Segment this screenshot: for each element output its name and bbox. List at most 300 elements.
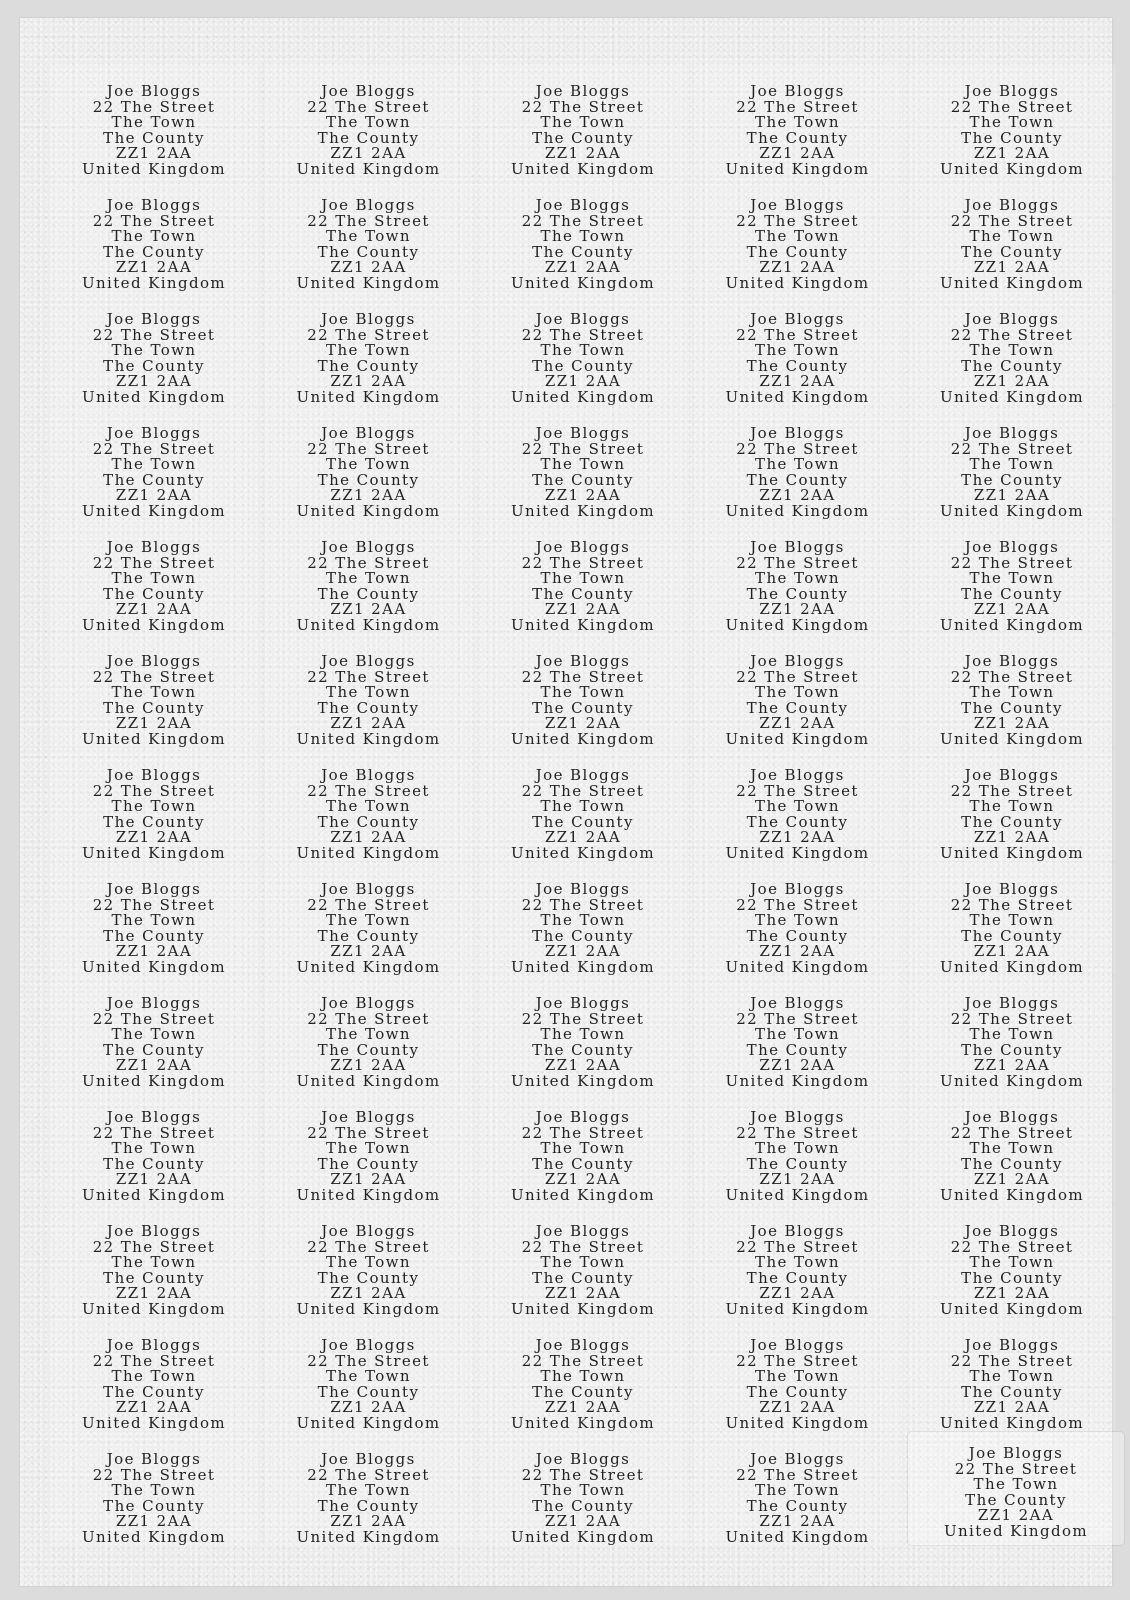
address-name: Joe Bloggs bbox=[321, 1450, 416, 1468]
address-country: United Kingdom bbox=[510, 957, 656, 976]
address-county: The County bbox=[317, 812, 420, 831]
address-street: 22 The Street bbox=[521, 1237, 645, 1256]
address-name: Joe Bloggs bbox=[750, 82, 845, 100]
address-label bbox=[50, 1318, 258, 1431]
address-postcode: ZZ1 2AA bbox=[544, 144, 622, 163]
address-street: 22 The Street bbox=[950, 211, 1074, 230]
address-label bbox=[479, 292, 687, 405]
address-name: Joe Bloggs bbox=[750, 310, 845, 328]
address-label bbox=[50, 862, 258, 975]
address-street: 22 The Street bbox=[950, 781, 1074, 800]
address-town: The Town bbox=[540, 569, 626, 588]
address-label bbox=[694, 976, 902, 1089]
address-label bbox=[265, 178, 473, 291]
address-country: United Kingdom bbox=[510, 501, 656, 520]
address-postcode: ZZ1 2AA bbox=[330, 1512, 407, 1531]
address-label bbox=[479, 976, 687, 1089]
address-label bbox=[908, 1090, 1116, 1203]
address-street: 22 The Street bbox=[521, 1465, 645, 1484]
address-county: The County bbox=[532, 128, 634, 147]
address-county: The County bbox=[317, 1154, 420, 1173]
address-country: United Kingdom bbox=[939, 1413, 1085, 1432]
address-label bbox=[265, 292, 473, 405]
address-label bbox=[479, 64, 687, 177]
address-town: The Town bbox=[326, 1253, 411, 1272]
address-county: The County bbox=[103, 1040, 205, 1059]
address-name: Joe Bloggs bbox=[964, 1222, 1060, 1240]
address-town: The Town bbox=[326, 1139, 411, 1158]
address-county: The County bbox=[103, 1382, 205, 1401]
address-county: The County bbox=[317, 698, 420, 717]
address-town: The Town bbox=[969, 113, 1055, 132]
address-town: The Town bbox=[111, 1481, 197, 1500]
address-postcode: ZZ1 2AA bbox=[973, 1170, 1051, 1189]
address-street: 22 The Street bbox=[92, 553, 216, 572]
address-street: 22 The Street bbox=[521, 325, 645, 344]
address-county: The County bbox=[317, 242, 420, 261]
address-town: The Town bbox=[755, 569, 840, 588]
address-name: Joe Bloggs bbox=[964, 994, 1060, 1012]
address-name: Joe Bloggs bbox=[964, 310, 1060, 328]
address-label bbox=[265, 862, 473, 975]
address-name: Joe Bloggs bbox=[964, 1336, 1060, 1354]
address-postcode: ZZ1 2AA bbox=[973, 372, 1051, 391]
address-town: The Town bbox=[540, 1367, 626, 1386]
address-postcode: ZZ1 2AA bbox=[330, 1056, 407, 1075]
address-name: Joe Bloggs bbox=[321, 424, 416, 442]
address-postcode: ZZ1 2AA bbox=[115, 1056, 193, 1075]
address-town: The Town bbox=[111, 911, 197, 930]
address-country: United Kingdom bbox=[725, 843, 870, 862]
address-country: United Kingdom bbox=[510, 387, 656, 406]
address-county: The County bbox=[961, 128, 1063, 147]
address-postcode: ZZ1 2AA bbox=[759, 1398, 836, 1417]
address-country: United Kingdom bbox=[725, 387, 870, 406]
address-postcode: ZZ1 2AA bbox=[759, 1512, 836, 1531]
address-country: United Kingdom bbox=[939, 1071, 1085, 1090]
address-name: Joe Bloggs bbox=[964, 1108, 1060, 1126]
address-town: The Town bbox=[969, 1139, 1055, 1158]
address-street: 22 The Street bbox=[307, 439, 430, 458]
address-label bbox=[694, 1204, 902, 1317]
address-street: 22 The Street bbox=[92, 667, 216, 686]
address-town: The Town bbox=[969, 1025, 1055, 1044]
address-street: 22 The Street bbox=[92, 439, 216, 458]
address-town: The Town bbox=[111, 113, 197, 132]
address-county: The County bbox=[532, 1040, 634, 1059]
address-county: The County bbox=[961, 1382, 1063, 1401]
address-name: Joe Bloggs bbox=[321, 880, 416, 898]
address-county: The County bbox=[746, 812, 849, 831]
address-country: United Kingdom bbox=[296, 729, 441, 748]
address-street: 22 The Street bbox=[950, 553, 1074, 572]
address-country: United Kingdom bbox=[296, 615, 441, 634]
address-label bbox=[479, 862, 687, 975]
address-town: The Town bbox=[969, 911, 1055, 930]
address-postcode: ZZ1 2AA bbox=[973, 486, 1051, 505]
address-label bbox=[908, 748, 1116, 861]
address-name: Joe Bloggs bbox=[321, 1108, 416, 1126]
address-name: Joe Bloggs bbox=[106, 424, 202, 442]
address-postcode: ZZ1 2AA bbox=[544, 1056, 622, 1075]
address-county: The County bbox=[746, 1040, 849, 1059]
address-country: United Kingdom bbox=[81, 1527, 227, 1546]
address-name: Joe Bloggs bbox=[321, 652, 416, 670]
address-country: United Kingdom bbox=[939, 501, 1085, 520]
address-street: 22 The Street bbox=[521, 439, 645, 458]
address-label bbox=[479, 634, 687, 747]
address-name: Joe Bloggs bbox=[535, 538, 631, 556]
address-town: The Town bbox=[540, 227, 626, 246]
address-label bbox=[265, 1090, 473, 1203]
address-country: United Kingdom bbox=[725, 273, 870, 292]
address-county: The County bbox=[317, 926, 420, 945]
address-street: 22 The Street bbox=[92, 325, 216, 344]
address-label bbox=[694, 64, 902, 177]
address-street: 22 The Street bbox=[950, 1123, 1074, 1142]
address-county: The County bbox=[746, 584, 849, 603]
address-county: The County bbox=[961, 356, 1063, 375]
address-town: The Town bbox=[540, 341, 626, 360]
address-country: United Kingdom bbox=[81, 1413, 227, 1432]
address-label bbox=[694, 1090, 902, 1203]
address-postcode: ZZ1 2AA bbox=[330, 486, 407, 505]
address-postcode: ZZ1 2AA bbox=[115, 1170, 193, 1189]
address-postcode: ZZ1 2AA bbox=[759, 486, 836, 505]
address-label bbox=[908, 862, 1116, 975]
address-street: 22 The Street bbox=[307, 1123, 430, 1142]
address-name: Joe Bloggs bbox=[535, 424, 631, 442]
address-street: 22 The Street bbox=[307, 667, 430, 686]
address-county: The County bbox=[103, 698, 205, 717]
address-label bbox=[479, 178, 687, 291]
address-name: Joe Bloggs bbox=[106, 196, 202, 214]
address-name: Joe Bloggs bbox=[535, 994, 631, 1012]
address-street: 22 The Street bbox=[307, 325, 430, 344]
address-county: The County bbox=[961, 926, 1063, 945]
address-street: 22 The Street bbox=[950, 1009, 1074, 1028]
address-town: The Town bbox=[755, 1253, 840, 1272]
address-postcode: ZZ1 2AA bbox=[759, 1284, 836, 1303]
address-label bbox=[265, 976, 473, 1089]
address-label bbox=[50, 520, 258, 633]
address-county: The County bbox=[317, 1268, 420, 1287]
address-country: United Kingdom bbox=[81, 159, 227, 178]
address-street: 22 The Street bbox=[307, 1351, 430, 1370]
address-label bbox=[50, 748, 258, 861]
address-county: The County bbox=[746, 1154, 849, 1173]
address-street: 22 The Street bbox=[950, 667, 1074, 686]
address-county: The County bbox=[317, 1040, 420, 1059]
address-postcode: ZZ1 2AA bbox=[544, 1512, 622, 1531]
address-town: The Town bbox=[755, 1025, 840, 1044]
address-name: Joe Bloggs bbox=[964, 424, 1060, 442]
address-name: Joe Bloggs bbox=[750, 994, 845, 1012]
address-county: The County bbox=[317, 128, 420, 147]
address-name: Joe Bloggs bbox=[321, 82, 416, 100]
address-name: Joe Bloggs bbox=[106, 1336, 202, 1354]
address-postcode: ZZ1 2AA bbox=[973, 828, 1051, 847]
address-country: United Kingdom bbox=[296, 957, 441, 976]
address-town: The Town bbox=[969, 1367, 1055, 1386]
address-postcode: ZZ1 2AA bbox=[759, 714, 836, 733]
address-name: Joe Bloggs bbox=[964, 652, 1060, 670]
address-county: The County bbox=[103, 926, 205, 945]
address-postcode: ZZ1 2AA bbox=[973, 1056, 1051, 1075]
address-postcode: ZZ1 2AA bbox=[973, 1398, 1051, 1417]
address-postcode: ZZ1 2AA bbox=[115, 714, 193, 733]
address-name: Joe Bloggs bbox=[321, 538, 416, 556]
address-postcode: ZZ1 2AA bbox=[330, 714, 407, 733]
address-label bbox=[479, 748, 687, 861]
address-country: United Kingdom bbox=[725, 615, 870, 634]
address-postcode: ZZ1 2AA bbox=[973, 144, 1051, 163]
address-name: Joe Bloggs bbox=[321, 1336, 416, 1354]
address-town: The Town bbox=[755, 911, 840, 930]
address-country: United Kingdom bbox=[510, 843, 656, 862]
address-name: Joe Bloggs bbox=[321, 196, 416, 214]
address-street: 22 The Street bbox=[92, 1123, 216, 1142]
address-label bbox=[479, 406, 687, 519]
address-county: The County bbox=[103, 1496, 205, 1515]
address-street: 22 The Street bbox=[521, 667, 645, 686]
address-county: The County bbox=[103, 242, 205, 261]
address-county: The County bbox=[961, 1040, 1063, 1059]
address-street: 22 The Street bbox=[736, 667, 859, 686]
address-country: United Kingdom bbox=[725, 501, 870, 520]
address-label bbox=[479, 1204, 687, 1317]
address-country: United Kingdom bbox=[510, 1299, 656, 1318]
address-town: The Town bbox=[326, 1025, 411, 1044]
address-county: The County bbox=[532, 242, 634, 261]
address-town: The Town bbox=[326, 1481, 411, 1500]
address-street: 22 The Street bbox=[736, 1465, 859, 1484]
address-country: United Kingdom bbox=[725, 729, 870, 748]
address-label bbox=[694, 406, 902, 519]
address-street: 22 The Street bbox=[521, 1123, 645, 1142]
address-country: United Kingdom bbox=[81, 1071, 227, 1090]
address-postcode: ZZ1 2AA bbox=[973, 942, 1051, 961]
address-label bbox=[50, 64, 258, 177]
address-country: United Kingdom bbox=[939, 615, 1085, 634]
address-county: The County bbox=[103, 1268, 205, 1287]
address-postcode: ZZ1 2AA bbox=[759, 942, 836, 961]
address-label bbox=[479, 520, 687, 633]
address-label bbox=[908, 292, 1116, 405]
address-label bbox=[479, 1318, 687, 1431]
address-country: United Kingdom bbox=[939, 1299, 1085, 1318]
address-label bbox=[265, 748, 473, 861]
address-town: The Town bbox=[540, 1025, 626, 1044]
address-label bbox=[479, 1432, 687, 1545]
address-name: Joe Bloggs bbox=[750, 880, 845, 898]
address-label bbox=[50, 634, 258, 747]
address-postcode: ZZ1 2AA bbox=[759, 144, 836, 163]
address-street: 22 The Street bbox=[521, 211, 645, 230]
address-name: Joe Bloggs bbox=[535, 310, 631, 328]
address-postcode: ZZ1 2AA bbox=[115, 144, 193, 163]
address-country: United Kingdom bbox=[939, 843, 1085, 862]
address-country: United Kingdom bbox=[510, 159, 656, 178]
address-postcode: ZZ1 2AA bbox=[544, 942, 622, 961]
address-street: 22 The Street bbox=[92, 1009, 216, 1028]
address-street: 22 The Street bbox=[521, 895, 645, 914]
address-postcode: ZZ1 2AA bbox=[973, 600, 1051, 619]
address-street: 22 The Street bbox=[736, 97, 859, 116]
address-country: United Kingdom bbox=[939, 387, 1085, 406]
address-street: 22 The Street bbox=[736, 439, 859, 458]
address-label bbox=[694, 520, 902, 633]
address-country: United Kingdom bbox=[939, 1185, 1085, 1204]
address-county: The County bbox=[532, 926, 634, 945]
address-name: Joe Bloggs bbox=[106, 310, 202, 328]
address-label bbox=[265, 1318, 473, 1431]
address-county: The County bbox=[317, 1382, 420, 1401]
address-county: The County bbox=[103, 1154, 205, 1173]
address-country: United Kingdom bbox=[81, 615, 227, 634]
address-country: United Kingdom bbox=[725, 1413, 870, 1432]
address-postcode: ZZ1 2AA bbox=[115, 600, 193, 619]
address-country: United Kingdom bbox=[296, 1071, 441, 1090]
address-postcode: ZZ1 2AA bbox=[115, 372, 193, 391]
address-postcode: ZZ1 2AA bbox=[115, 828, 193, 847]
address-name: Joe Bloggs bbox=[964, 82, 1060, 100]
address-country: United Kingdom bbox=[81, 957, 227, 976]
address-label bbox=[908, 1318, 1116, 1431]
address-country: United Kingdom bbox=[939, 729, 1085, 748]
address-country: United Kingdom bbox=[296, 1413, 441, 1432]
address-postcode: ZZ1 2AA bbox=[330, 828, 407, 847]
address-county: The County bbox=[532, 1268, 634, 1287]
address-county: The County bbox=[532, 1154, 634, 1173]
address-street: 22 The Street bbox=[950, 895, 1074, 914]
address-postcode: ZZ1 2AA bbox=[330, 942, 407, 961]
address-street: 22 The Street bbox=[736, 1237, 859, 1256]
address-name: Joe Bloggs bbox=[106, 1108, 202, 1126]
address-town: The Town bbox=[111, 341, 197, 360]
address-town: The Town bbox=[969, 341, 1055, 360]
address-label bbox=[908, 1432, 1124, 1545]
address-country: United Kingdom bbox=[296, 1185, 441, 1204]
address-postcode: ZZ1 2AA bbox=[544, 600, 622, 619]
address-street: 22 The Street bbox=[307, 1009, 430, 1028]
address-label bbox=[50, 1204, 258, 1317]
address-street: 22 The Street bbox=[736, 781, 859, 800]
address-label bbox=[908, 976, 1116, 1089]
address-town: The Town bbox=[755, 341, 840, 360]
address-town: The Town bbox=[755, 227, 840, 246]
address-street: 22 The Street bbox=[521, 781, 645, 800]
address-name: Joe Bloggs bbox=[106, 994, 202, 1012]
address-town: The Town bbox=[755, 1481, 840, 1500]
address-county: The County bbox=[746, 1496, 849, 1515]
address-county: The County bbox=[961, 812, 1063, 831]
address-town: The Town bbox=[326, 683, 411, 702]
address-label bbox=[694, 634, 902, 747]
address-label bbox=[265, 520, 473, 633]
address-town: The Town bbox=[540, 1253, 626, 1272]
address-postcode: ZZ1 2AA bbox=[544, 828, 622, 847]
address-country: United Kingdom bbox=[81, 501, 227, 520]
address-postcode: ZZ1 2AA bbox=[115, 1284, 193, 1303]
address-county: The County bbox=[103, 470, 205, 489]
address-postcode: ZZ1 2AA bbox=[977, 1506, 1055, 1525]
address-name: Joe Bloggs bbox=[750, 196, 845, 214]
address-county: The County bbox=[317, 470, 420, 489]
address-postcode: ZZ1 2AA bbox=[544, 714, 622, 733]
address-street: 22 The Street bbox=[736, 1123, 859, 1142]
address-county: The County bbox=[746, 1268, 849, 1287]
address-street: 22 The Street bbox=[736, 325, 859, 344]
address-label bbox=[50, 292, 258, 405]
address-postcode: ZZ1 2AA bbox=[330, 258, 407, 277]
address-county: The County bbox=[961, 584, 1063, 603]
address-name: Joe Bloggs bbox=[750, 652, 845, 670]
address-country: United Kingdom bbox=[296, 501, 441, 520]
address-county: The County bbox=[961, 470, 1063, 489]
address-postcode: ZZ1 2AA bbox=[759, 1170, 836, 1189]
address-postcode: ZZ1 2AA bbox=[544, 258, 622, 277]
address-county: The County bbox=[317, 584, 420, 603]
address-street: 22 The Street bbox=[307, 97, 430, 116]
address-postcode: ZZ1 2AA bbox=[759, 600, 836, 619]
address-postcode: ZZ1 2AA bbox=[759, 1056, 836, 1075]
address-street: 22 The Street bbox=[92, 97, 216, 116]
address-name: Joe Bloggs bbox=[535, 766, 631, 784]
address-country: United Kingdom bbox=[725, 1185, 870, 1204]
address-label bbox=[50, 406, 258, 519]
address-town: The Town bbox=[540, 683, 626, 702]
address-country: United Kingdom bbox=[510, 273, 656, 292]
address-street: 22 The Street bbox=[307, 1465, 430, 1484]
address-town: The Town bbox=[326, 1367, 411, 1386]
address-postcode: ZZ1 2AA bbox=[330, 1398, 407, 1417]
address-town: The Town bbox=[111, 683, 197, 702]
address-country: United Kingdom bbox=[81, 387, 227, 406]
address-county: The County bbox=[746, 242, 849, 261]
address-county: The County bbox=[961, 1268, 1063, 1287]
address-label bbox=[265, 634, 473, 747]
address-postcode: ZZ1 2AA bbox=[544, 372, 622, 391]
address-country: United Kingdom bbox=[296, 1299, 441, 1318]
address-town: The Town bbox=[326, 569, 411, 588]
address-name: Joe Bloggs bbox=[535, 1222, 631, 1240]
address-county: The County bbox=[746, 356, 849, 375]
address-name: Joe Bloggs bbox=[750, 766, 845, 784]
address-county: The County bbox=[103, 128, 205, 147]
address-label bbox=[265, 64, 473, 177]
address-name: Joe Bloggs bbox=[535, 196, 631, 214]
address-town: The Town bbox=[326, 797, 411, 816]
address-country: United Kingdom bbox=[939, 957, 1085, 976]
address-country: United Kingdom bbox=[81, 1185, 227, 1204]
address-country: United Kingdom bbox=[296, 273, 441, 292]
address-town: The Town bbox=[540, 455, 626, 474]
address-name: Joe Bloggs bbox=[106, 1222, 202, 1240]
address-postcode: ZZ1 2AA bbox=[759, 372, 836, 391]
address-town: The Town bbox=[969, 227, 1055, 246]
address-street: 22 The Street bbox=[92, 781, 216, 800]
address-name: Joe Bloggs bbox=[964, 766, 1060, 784]
address-county: The County bbox=[532, 356, 634, 375]
address-town: The Town bbox=[755, 1139, 840, 1158]
address-name: Joe Bloggs bbox=[535, 1450, 631, 1468]
address-county: The County bbox=[532, 1382, 634, 1401]
address-country: United Kingdom bbox=[939, 273, 1085, 292]
address-town: The Town bbox=[969, 797, 1055, 816]
address-country: United Kingdom bbox=[296, 387, 441, 406]
address-county: The County bbox=[961, 242, 1063, 261]
